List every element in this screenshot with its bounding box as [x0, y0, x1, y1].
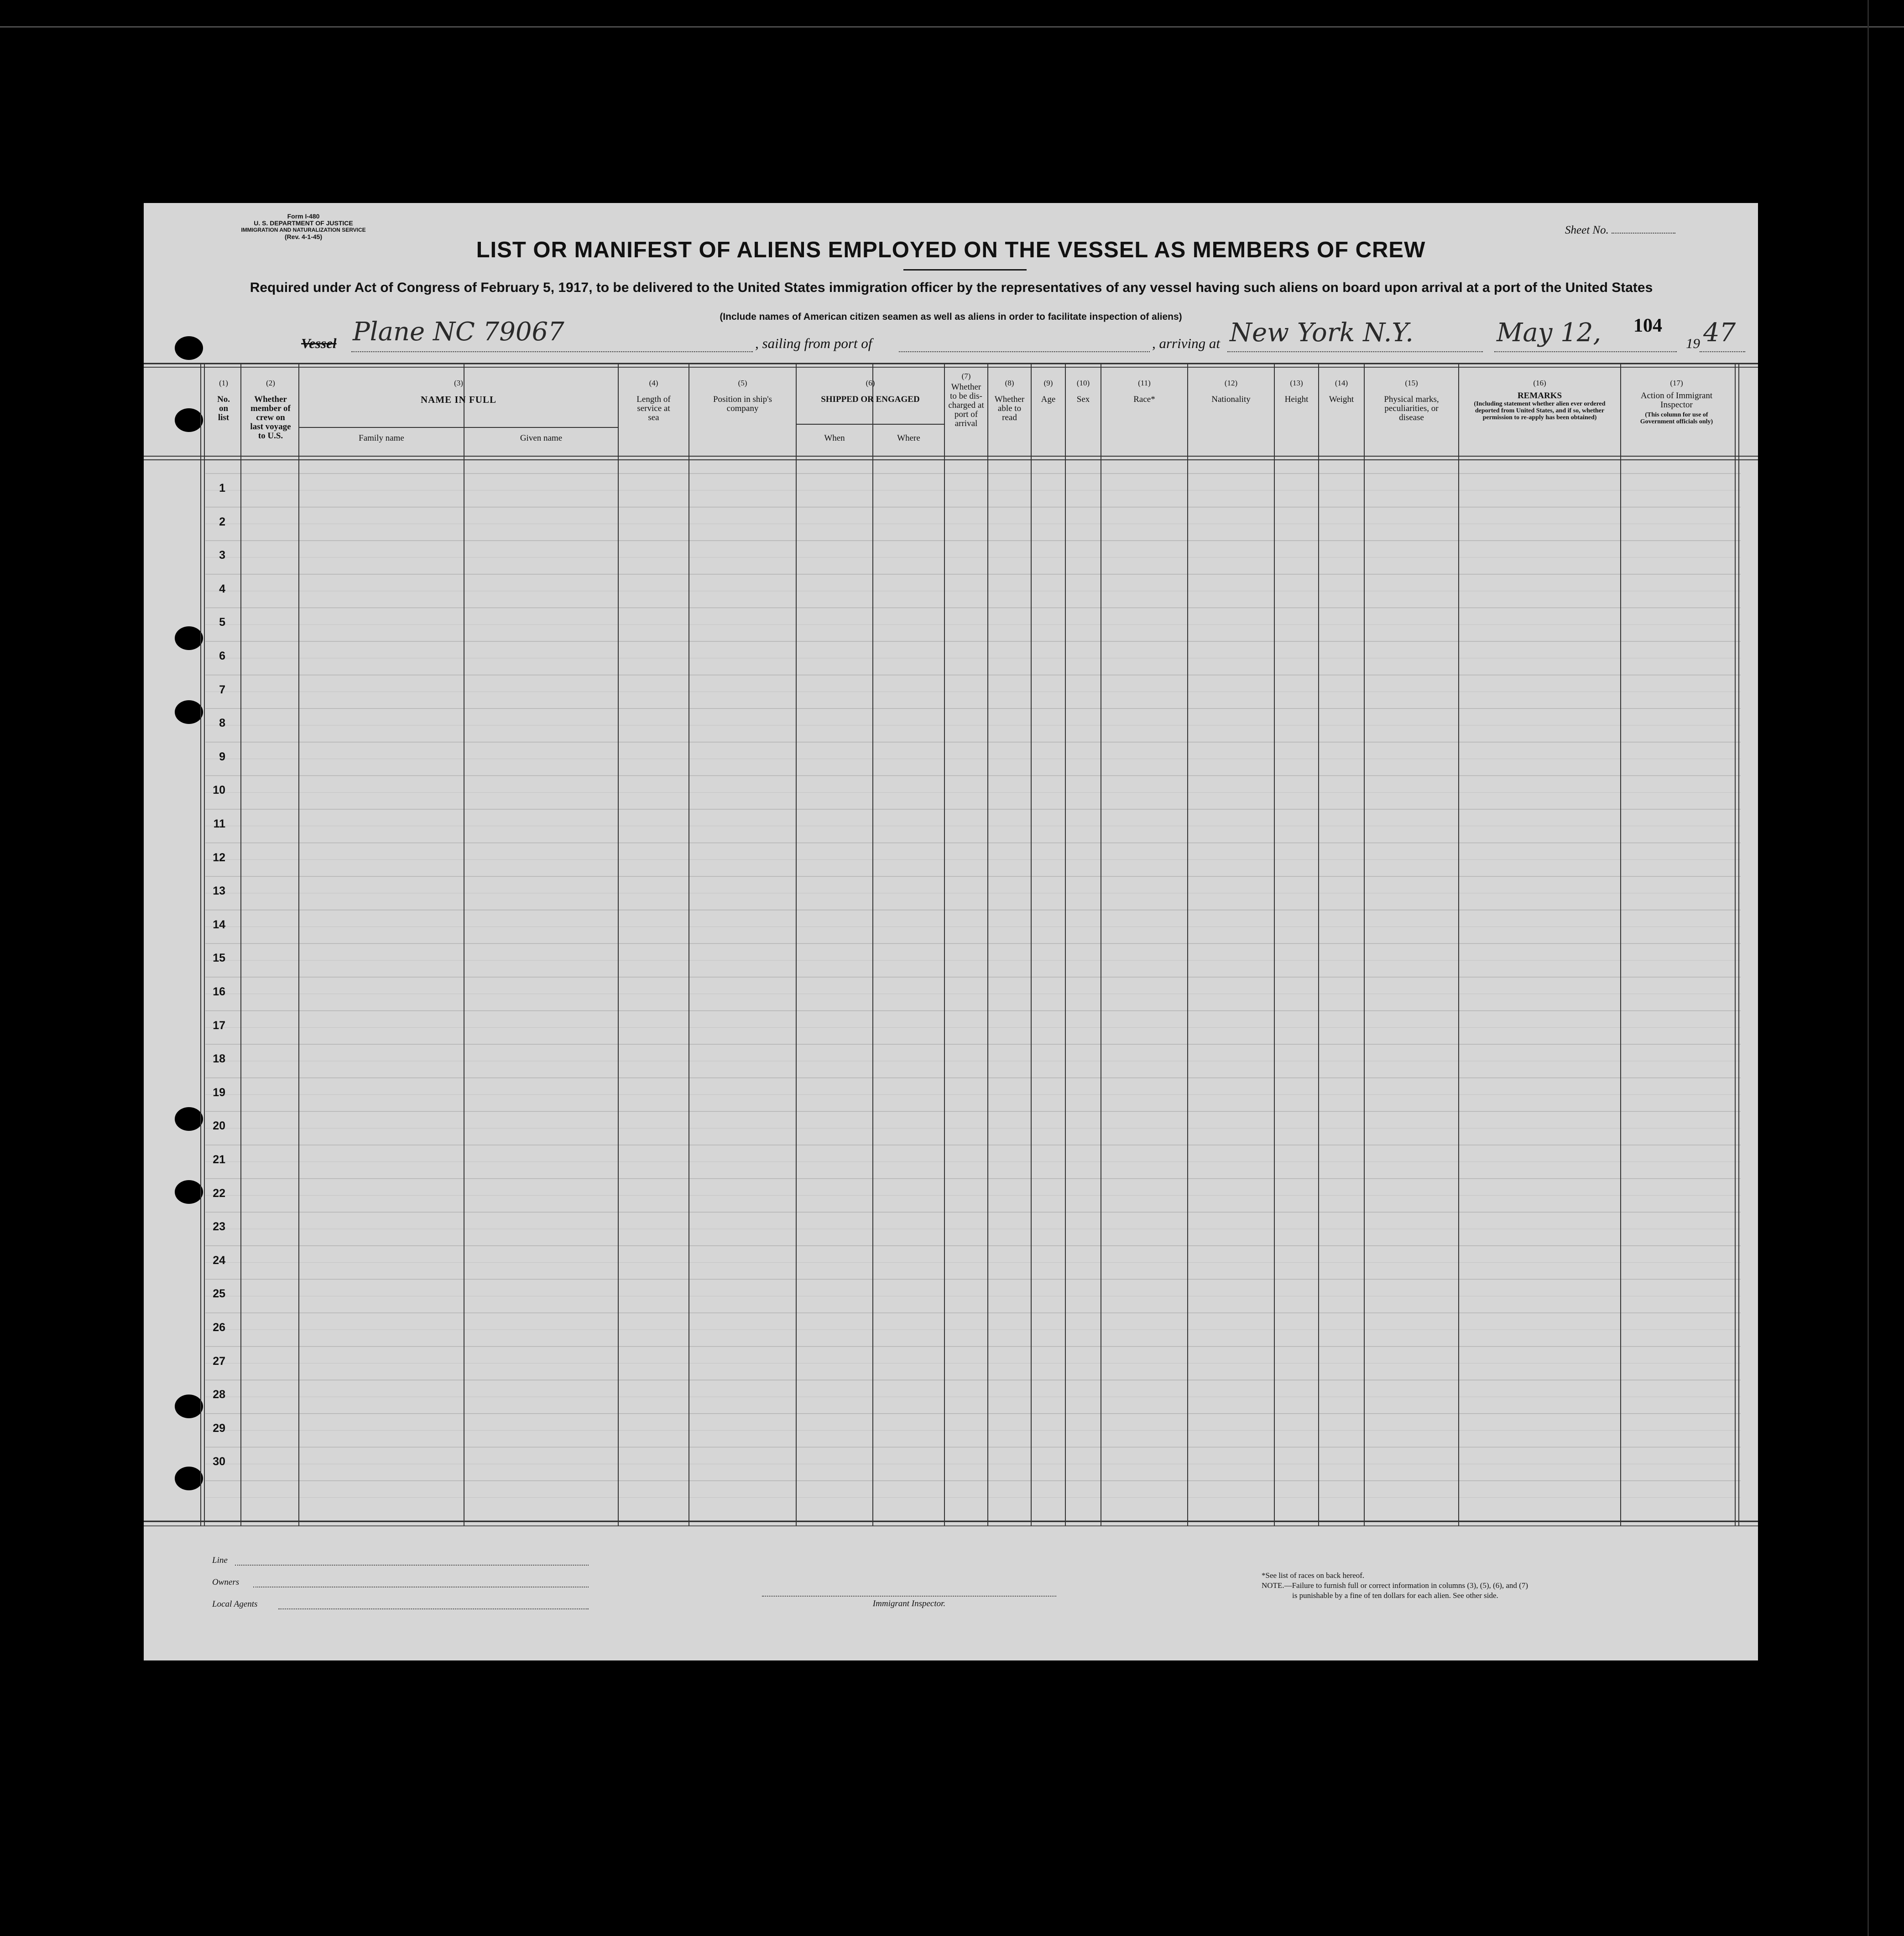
col-header-6 [796, 379, 944, 404]
row-number: 8 [219, 717, 225, 730]
col-header-1 [205, 379, 242, 422]
row-number: 24 [213, 1254, 225, 1267]
row-number: 1 [219, 482, 225, 494]
col-header-2 [241, 379, 300, 441]
manifest-sheet [144, 203, 1758, 1660]
col-number: (11) [1138, 379, 1151, 387]
col-sublabel: (This column for use of Government officials only) [1640, 411, 1713, 425]
col-label: Position in ship's company [713, 395, 772, 413]
col-label: Sex [1076, 395, 1090, 404]
col-header-5 [689, 379, 796, 413]
row-number: 11 [213, 817, 225, 830]
col-number: (16) [1533, 379, 1546, 387]
row-number: 14 [213, 918, 225, 931]
row-number: 23 [213, 1220, 225, 1233]
form-number: Form I-480 [287, 213, 320, 220]
sailing-label: , sailing from port of [755, 335, 872, 351]
col-label: Nationality [1211, 395, 1251, 404]
row-number: 27 [213, 1354, 225, 1368]
row-number: 3 [219, 549, 225, 562]
col-label: Length of service at sea [636, 395, 671, 422]
col-number: (1) [219, 379, 228, 387]
col-label: Whether able to read [994, 395, 1025, 422]
col-header-10 [1065, 379, 1101, 404]
col-header-17 [1621, 379, 1732, 425]
col-header-4 [618, 379, 689, 422]
revision: (Rev. 4-1-45) [284, 233, 323, 240]
col-number: (8) [1005, 379, 1014, 387]
penalty-note-continued: is punishable by a fine of ten dollars for each alien. See other side. [1292, 1591, 1498, 1600]
col-header-9 [1031, 379, 1065, 404]
col-number: (14) [1335, 379, 1348, 387]
col-label: REMARKS [1517, 391, 1562, 401]
col-label: Whether to be dis-charged at port of arrival [948, 382, 984, 428]
row-number: 19 [213, 1086, 225, 1099]
year-prefix: 19 [1686, 335, 1700, 351]
col-sublabel: (Including statement whether alien ever ordered deported from United States, and if so, whether permission to re-apply has been obtained) [1474, 401, 1606, 421]
row-number: 29 [213, 1421, 225, 1435]
row-number: 15 [213, 952, 225, 965]
col-number: (17) [1670, 379, 1683, 387]
col-number: (6) [866, 379, 875, 387]
col-label: Race* [1133, 395, 1155, 404]
col-header-13 [1274, 379, 1319, 404]
col-header-3 [299, 379, 618, 405]
film-edge-line [0, 26, 1904, 27]
line-label: Line [212, 1556, 228, 1565]
row-number: 30 [213, 1455, 225, 1468]
col-header-family-name: Family name [359, 433, 404, 443]
row-number: 22 [213, 1187, 225, 1200]
col-number: (13) [1290, 379, 1303, 387]
row-number: 6 [219, 650, 225, 662]
row-number: 12 [213, 851, 225, 864]
agents-blank [278, 1608, 589, 1609]
col-number: (12) [1224, 379, 1238, 387]
vessel-label: Vessel [301, 335, 337, 351]
row-number: 18 [213, 1052, 225, 1066]
col-number: (7) [961, 372, 971, 380]
col-number: (15) [1405, 379, 1418, 387]
row-number: 16 [213, 985, 225, 998]
col-number: (3) [454, 379, 463, 387]
line-blank [235, 1565, 589, 1566]
col-header-15 [1364, 379, 1459, 422]
col-header-16 [1459, 379, 1621, 421]
page-number: 104 [1633, 315, 1662, 336]
footer-agents-field [212, 1599, 257, 1609]
subtitle-note: (Include names of American citizen seamen as well as aliens in order to facilitate inspection of aliens) [720, 312, 1182, 322]
inspector-signature-blank [762, 1596, 1056, 1597]
row-number: 4 [219, 582, 225, 595]
col-label: Height [1284, 395, 1309, 404]
subtitle: Required under Act of Congress of February 5, 1917, to be delivered to the United States immigration officer by the representatives of any vessel having such aliens on board upon arrival at a port of the United States [250, 280, 1653, 295]
date-value: May 12, [1497, 318, 1601, 348]
vessel-value: Plane NC 79067 [353, 317, 564, 347]
agents-label: Local Agents [212, 1599, 258, 1609]
col-label: Whether member of crew on last voyage to U.S. [250, 395, 291, 441]
col-header-7 [944, 372, 988, 428]
film-edge-line [1867, 0, 1869, 1936]
col-header-given-name: Given name [520, 433, 563, 443]
inspector-label: Immigrant Inspector. [872, 1599, 946, 1608]
col-number: (4) [649, 379, 658, 387]
arriving-label: , arriving at [1152, 335, 1220, 351]
sheet-number-label: Sheet No. [1565, 224, 1609, 236]
col-header-12 [1188, 379, 1274, 404]
footer-owners-field [212, 1577, 239, 1587]
row-number: 25 [213, 1287, 225, 1301]
row-number: 13 [213, 885, 225, 898]
department: U. S. DEPARTMENT OF JUSTICE [254, 219, 353, 227]
column-lines [144, 364, 1758, 1526]
col-header-11 [1101, 379, 1188, 404]
races-note: *See list of races on back hereof. [1262, 1571, 1365, 1580]
col-label: Weight [1329, 395, 1354, 404]
row-number: 26 [213, 1321, 225, 1334]
ruled-row-lines [205, 474, 1741, 1498]
row-number: 10 [213, 784, 225, 797]
col-header-8 [988, 379, 1031, 422]
col-label: Action of Immigrant Inspector [1640, 391, 1713, 410]
col-number: (10) [1076, 379, 1090, 387]
row-number: 20 [213, 1119, 225, 1133]
row-number: 28 [213, 1388, 225, 1401]
col-label: No. on list [217, 395, 230, 422]
col-number: (2) [266, 379, 275, 387]
arriving-value: New York N.Y. [1230, 318, 1414, 348]
penalty-note: NOTE.—Failure to furnish full or correct information in columns (3), (5), (6), and (7) [1262, 1581, 1528, 1590]
page-title: LIST OR MANIFEST OF ALIENS EMPLOYED ON THE VESSEL AS MEMBERS OF CREW [476, 238, 1426, 262]
col-label: Physical marks, peculiarities, or disease [1384, 395, 1439, 422]
footer-line-field [212, 1556, 228, 1566]
col-label: Age [1041, 395, 1056, 404]
col-header-14 [1319, 379, 1364, 404]
row-number: 5 [219, 616, 225, 629]
col-label: SHIPPED OR ENGAGED [821, 395, 920, 404]
row-number: 9 [219, 750, 225, 763]
col-header-where: Where [897, 433, 920, 443]
col-number: (9) [1043, 379, 1053, 387]
row-number: 17 [213, 1019, 225, 1032]
row-number: 2 [219, 515, 225, 528]
owners-label: Owners [212, 1577, 240, 1587]
col-header-when: When [824, 433, 845, 443]
row-number: 21 [213, 1153, 225, 1166]
col-label: NAME IN FULL [420, 394, 496, 405]
year-value: 47 [1703, 318, 1736, 348]
col-number: (5) [738, 379, 747, 387]
row-number: 7 [219, 683, 225, 696]
service: IMMIGRATION AND NATURALIZATION SERVICE [241, 227, 366, 233]
